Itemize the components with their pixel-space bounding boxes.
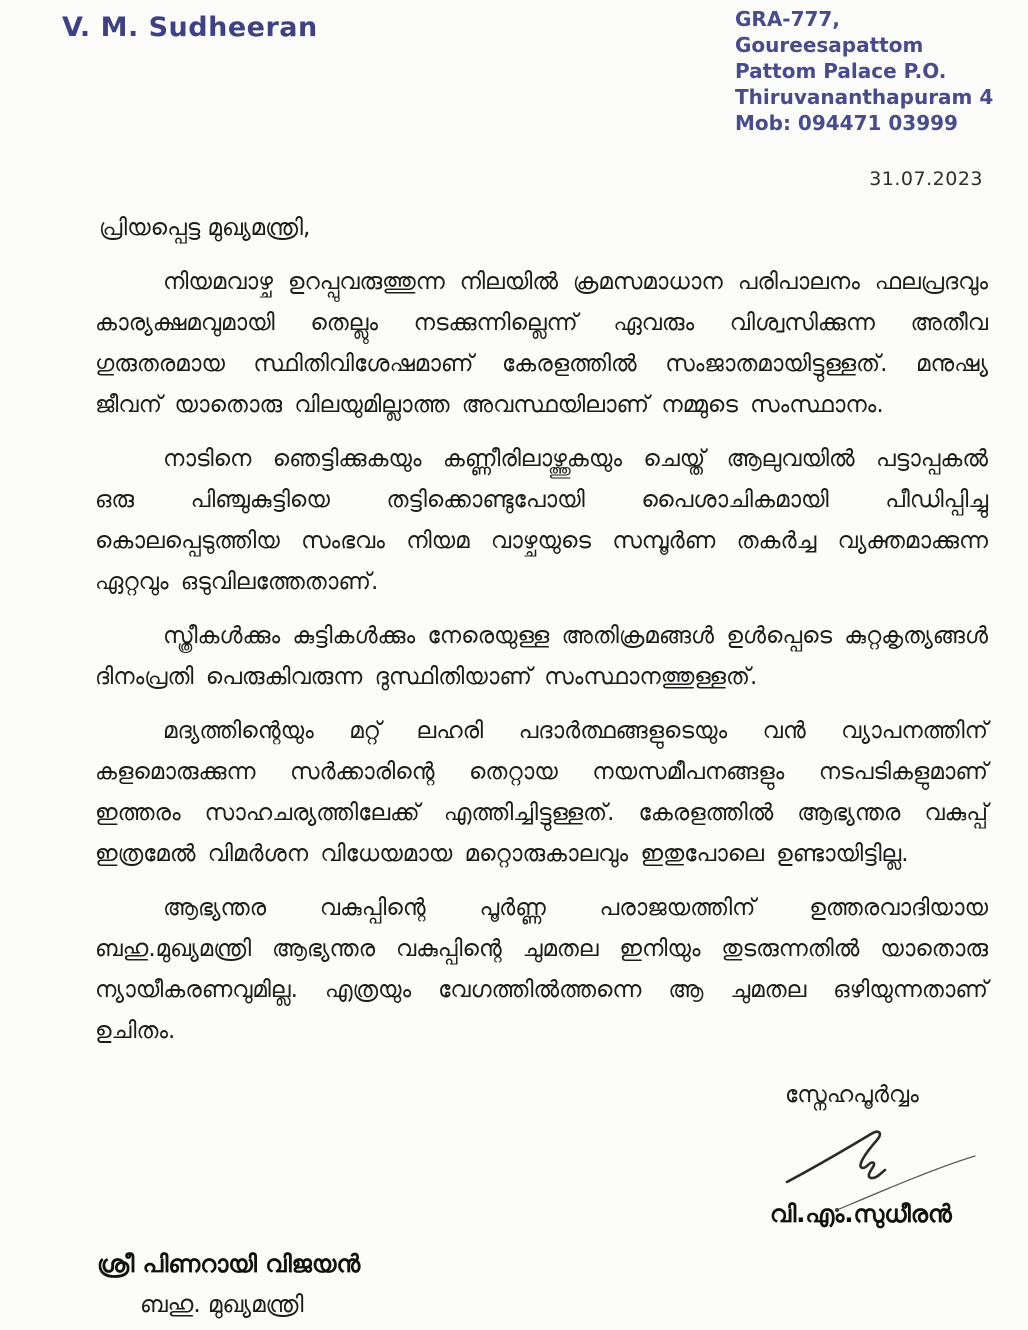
body-paragraph: നിയമവാഴ്ച ഉറപ്പുവരുത്തുന്ന നിലയിൽ ക്രമസമാധാന പരിപാലനം ഫലപ്രദവും കാര്യക്ഷമവുമായി തെല്ലും നടക്കുന്നില്ലെന്ന് ഏവരും വിശ്വസിക്കുന്ന അതീവ ഗുരുതരമായ സ്ഥിതിവിശേഷമാണ് കേരളത്തിൽ സംജാതമായിട്ടുള്ളത്. മനുഷ്യ ജീവന് യാതൊരു വിലയുമില്ലാത്ത അവസ്ഥയിലാണ് നമ്മുടെ സംസ്ഥാനം. <box>95 269 988 418</box>
signatory-name: വി.എം.സുധീരൻ <box>770 1200 952 1228</box>
body-paragraph: സ്ത്രീകൾക്കും കുട്ടികൾക്കും നേരെയുള്ള അതിക്രമങ്ങൾ ഉൾപ്പെടെ കുറ്റകൃത്യങ്ങൾ ദിനംപ്രതി പെരുകിവരുന്ന ദുസ്ഥിതിയാണ് സംസ്ഥാനത്തുള്ളത്. <box>95 623 988 690</box>
salutation: പ്രിയപ്പെട്ട മുഖ്യമന്ത്രി, <box>99 215 311 241</box>
valediction: സ്നേഹപൂർവ്വം <box>785 1082 919 1108</box>
sender-address-block <box>735 6 1028 136</box>
body-paragraph: മദ്യത്തിന്റെയും മറ്റ് ലഹരി പദാർത്ഥങ്ങളുടെയും വൻ വ്യാപനത്തിന് കളമൊരുക്കുന്ന സർക്കാരിന്റെ തെറ്റായ നയസമീപനങ്ങളും നടപടികളുമാണ് ഇത്തരം സാഹചര്യത്തിലേക്ക് എത്തിച്ചിട്ടുള്ളത്. കേരളത്തിൽ ആഭ്യന്തര വകുപ്പ് ഇത്രമേൽ വിമർശന വിധേയമായ മറ്റൊരുകാലവും ഇതുപോലെ ഉണ്ടായിട്ടില്ല. <box>95 718 988 867</box>
letter-body <box>95 210 988 1052</box>
letter-date: 31.07.2023 <box>869 168 983 190</box>
address-line: GRA-777, Goureesapattom <box>735 7 924 57</box>
sender-name: V. M. Sudheeran <box>62 12 318 43</box>
body-paragraph: ആഭ്യന്തര വകുപ്പിന്റെ പൂർണ്ണ പരാജയത്തിന് ഉത്തരവാദിയായ ബഹു.മുഖ്യമന്ത്രി ആഭ്യന്തര വകുപ്പിന്റെ ചുമതല ഇനിയും തുടരുന്നതിൽ യാതൊരു ന്യായീകരണവുമില്ല. എത്രയും വേഗത്തിൽത്തന്നെ ആ ചുമതല ഒഴിയുന്നതാണ് ഉചിതം. <box>95 895 988 1044</box>
recipient-name: ശ്രീ പിണറായി വിജയൻ <box>97 1250 361 1278</box>
recipient-title: ബഹു. മുഖ്യമന്ത്രി <box>140 1292 304 1318</box>
body-paragraph: നാടിനെ ഞെട്ടിക്കുകയും കണ്ണീരിലാഴ്ത്തുകയും ചെയ്ത് ആലുവയിൽ പട്ടാപ്പകൽ ഒരു പിഞ്ചുകുട്ടിയെ തട്ടിക്കൊണ്ടുപോയി പൈശാചികമായി പീഡിപ്പിച്ചു കൊലപ്പെടുത്തിയ സംഭവം നിയമ വാഴ്ചയുടെ സമ്പൂർണ തകർച്ച വ്യക്തമാക്കുന്ന ഏറ്റവും ഒടുവിലത്തേതാണ്. <box>95 446 988 595</box>
address-line: Thiruvananthapuram 4 <box>735 85 994 109</box>
address-line: Pattom Palace P.O. <box>735 59 947 83</box>
address-line: Mob: 094471 03999 <box>735 111 958 135</box>
